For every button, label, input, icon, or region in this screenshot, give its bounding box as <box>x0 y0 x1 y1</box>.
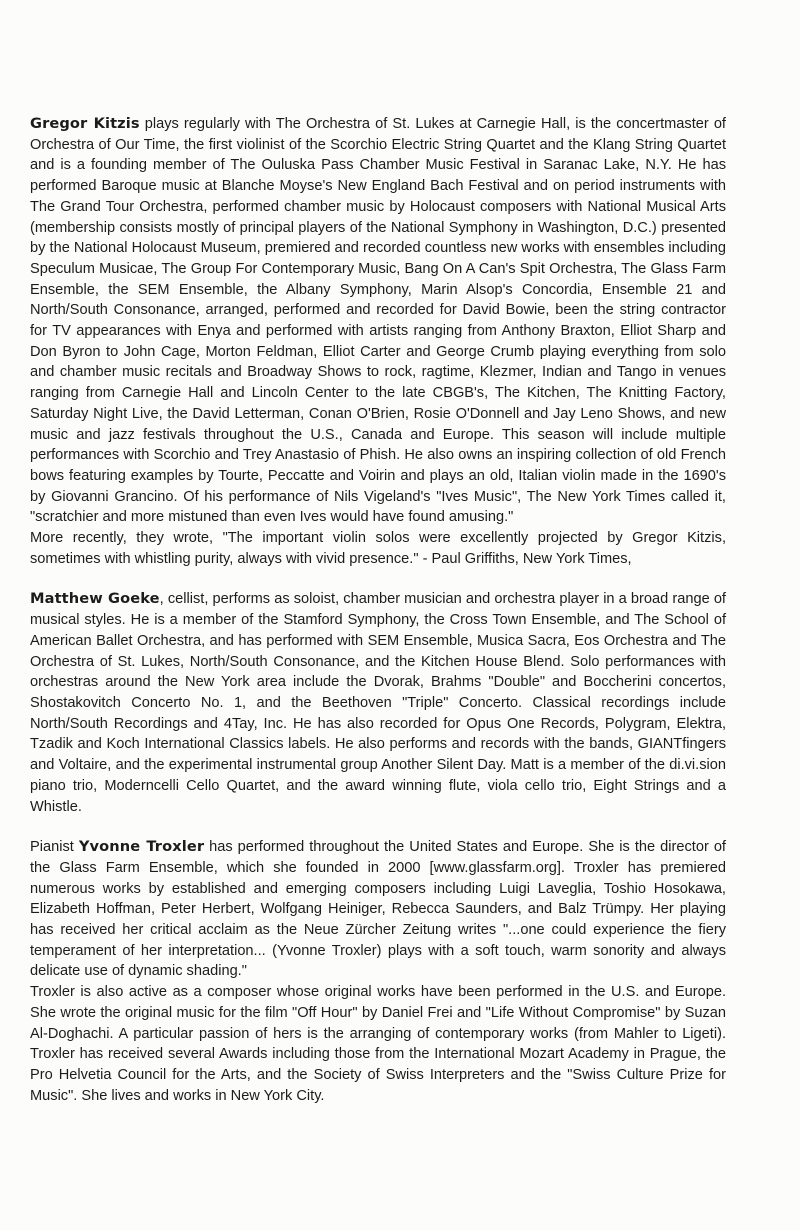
bio-yvonne-troxler <box>30 837 726 1106</box>
bio-text: plays regularly with The Orchestra of St. Lukes at Carnegie Hall, is the concertmaster of Orchestra of Our Time, the first violinist of the Scorchio Electric String Quartet and the Klang String Quartet and is a founding member of The Ouluska Pass Chamber Music Festival in Saranac Lake, N.Y. He has performed Baroque music at Blanche Moyse's New England Bach Festival and on period instruments with The Grand Tour Orchestra, performed chamber music by Holocaust composers with National Musical Arts (membership consists mostly of principal players of the National Symphony in Washington, D.C.) presented by the National Holocaust Museum, premiered and recorded countless new works with ensembles including Speculum Musicae, The Group For Contemporary Music, Bang On A Can's Spit Orchestra, The Glass Farm Ensemble, the SEM Ensemble, the Albany Symphony, Marin Alsop's Concordia, Ensemble 21 and North/South Consonance, arranged, performed and recorded for David Bowie, been the string contractor for TV appearances with Enya and performed with artists ranging from Anthony Braxton, Elliot Sharp and Don Byron to John Cage, Morton Feldman, Elliot Carter and George Crumb playing everything from solo and chamber music recitals and Broadway Shows to rock, ragtime, Klezmer, Indian and Tango in venues ranging from Carnegie Hall and Lincoln Center to the late CBGB's, The Kitchen, The Knitting Factory, Saturday Night Live, the David Letterman, Conan O'Brien, Rosie O'Donnell and Jay Leno Shows, and new music and jazz festivals throughout the U.S., Canada and Europe. This season will include multiple performances with Scorchio and Trey Anastasio of Phish. He also owns an inspiring collection of old French bows featuring examples by Tourte, Peccatte and Voirin and plays an old, Italian violin made in the 1690's by Giovanni Grancino. Of his performance of Nils Vigeland's "Ives Music", The New York Times called it, "scratchier and more mistuned than even Ives would have found amusing." <box>30 116 726 526</box>
bio-paragraph <box>30 589 726 817</box>
bio-text: Troxler is also active as a composer whose original works have been performed in the U.S. and Europe. She wrote the original music for the film "Off Hour" by Daniel Frei and "Life Without Compromise" by Suzan Al-Doghachi. A particular passion of hers is the arranging of contemporary works (from Mahler to Ligeti). Troxler has received several Awards including those from the International Mozart Academy in Prague, the Pro Helvetia Council for the Arts, and the Society of Swiss Interpreters and the "Swiss Culture Prize for Music". She lives and works in New York City. <box>30 984 726 1104</box>
bio-text: has performed throughout the United States and Europe. She is the director of the Glass Farm Ensemble, which she founded in 2000 [www.glassfarm.org]. Troxler has premiered numerous works by established and emerging composers including Luigi Laveglia, Toshio Hosokawa, Elizabeth Hoffman, Peter Herbert, Wolfgang Heiniger, Rebecca Saunders, and Balz Trümpy. Her playing has received her critical acclaim as the Neue Zürcher Zeitung writes "...one could experience the fiery temperament of her interpretation... (Yvonne Troxler) plays with a soft touch, warm sonority and always delicate use of dynamic shading." <box>30 839 726 980</box>
bio-gregor-kitzis <box>30 114 726 569</box>
bio-paragraph <box>30 528 726 569</box>
bio-paragraph <box>30 114 726 528</box>
bio-paragraph <box>30 982 726 1106</box>
bio-text-prefix: Pianist <box>30 839 79 856</box>
bio-page <box>30 114 726 1106</box>
performer-name: Gregor Kitzis <box>30 115 140 132</box>
performer-name: Matthew Goeke <box>30 590 160 608</box>
bio-text: , cellist, performs as soloist, chamber musician and orchestra player in a broad range of musical styles. He is a member of the Stamford Symphony, the Cross Town Ensemble, and The School of American Ballet Orchestra, and has performed with SEM Ensemble, Musica Sacra, Eos Orchestra and The Orchestra of St. Lukes, North/South Consonance, and the Kitchen House Blend. Solo performances with orchestras around the New York area include the Dvorak, Brahms "Double" and Boccherini concertos, Shostakovitch Concerto No. 1, and the Beethoven "Triple" Concerto. Classical recordings include North/South Recordings and 4Tay, Inc. He has also recorded for Opus One Records, Polygram, Elektra, Tzadik and Koch International Classics labels. He also performs and records with the bands, GIANTfingers and Voltaire, and the experimental instrumental group Another Silent Day. Matt is a member of the di.vi.sion piano trio, Moderncelli Cello Quartet, and the award winning flute, viola cello trio, Eight Strings and a Whistle. <box>30 591 726 815</box>
bio-matthew-goeke <box>30 589 726 817</box>
performer-name: Yvonne Troxler <box>78 838 205 856</box>
bio-text: More recently, they wrote, "The important violin solos were excellently projected by Gregor Kitzis, sometimes with whistling purity, always with vivid presence." - Paul Griffiths, New York Times, <box>30 530 726 567</box>
bio-paragraph <box>30 837 726 982</box>
